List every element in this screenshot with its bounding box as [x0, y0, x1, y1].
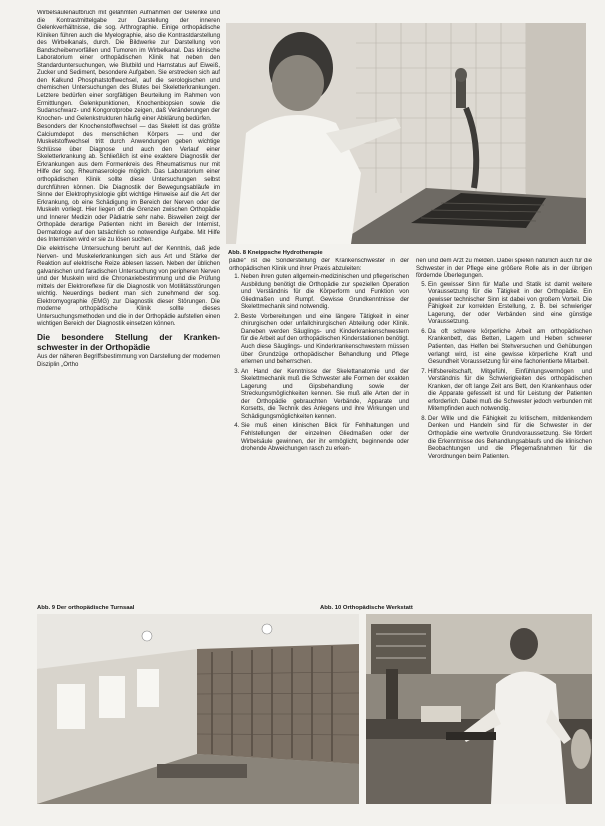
numbered-list-2	[416, 282, 592, 462]
caption-figure-8: Abb. 8 Kneippsche Hydrotherapie	[228, 250, 323, 256]
list-item: 6. Da oft schwere körperliche Arbeit am orthopädischen Krankenbett, das Betten, Lagern und Heben schwerer Patienten, das Helfen bei Stehversuchen und Gehübungen verlangt wird, ist eine gewisse körperliche Kraft und Gesundheit Voraussetzung für eine fachorientierte Mitarbeit.	[428, 329, 592, 367]
photo-hydrotherapy	[226, 23, 586, 244]
paragraph-text: Besonders der Knochenstoffwechsel — das Skelett ist das größte Calciumdepot des menschlichen Körpers — und der Muskelstoffwechsel tritt durch Anwendungen geben wichtige Schlüsse über Diagnose und auch den Verlauf einer Skeletterkrankung ab. Schließlich ist eine exaktere Diagnostik der Erkrankungen aus dem Formenkreis des Rheumatismus nur mit Hilfe der sog. Rheumaserologie möglich. Das Laboratorium einer orthopädischen Klinik sollte diese Untersuchungen selbst durchführen können. Die Diagnostik der Bewegungsabläufe im Sinne der Elektrophysiologie gibt wichtige Hinweise auf die Art der Erkrankung, ob eine Schädigung im Bereich der Nerven oder der Muskeln vorliegt. Hier liegen oft die Grenzen zwischen Orthopädie und Innerer Medizin oder Pädiatrie sehr nahe. Bisweilen zeigt der Orthopäde derartige Patienten nicht im Bereich der Internist, Dermatologe auf den tatsächlich so notwendige Aufgabe. Mit Hilfe des Internisten wird er sie zu lösen suchen.	[37, 124, 220, 244]
paragraph-text: Die elektrische Untersuchung beruht auf der Kenntnis, daß jede Nerven- und Muskelerkrankungen sich aus Art und Stärke der Reaktion auf elektrische Reize ablesen lassen. Neben der üblichen galvanischen und faradischen Untersuchung von peripheren Nerven und der Muskeln wird die Chronaxiebestimmung und die Prüfung mittels der Elektroreflexe für die Diagnostik von Motilitätsstörungen wichtig. Neuerdings bedient man sich zunehmend der sog. Elektromyographie (EMG) zur Diagnostik dieser Störungen. Die moderne orthopädische Klinik sollte dieses Untersuchungsmethoden und die in der Orthopädie aufstellen einen wichtigen Bereich der Diagnostik einsetzen können.	[37, 245, 220, 328]
paragraph-text: nen und dem Arzt zu melden. Dabei spielen natürlich auch für die Schwester in der Pflege eine größere Rolle als in der übrigen fördernde Überlegungen.	[416, 258, 592, 280]
caption-figure-9: Abb. 9 Der orthopädische Turnsaal	[37, 605, 135, 611]
list-item: 1. Neben ihren guten allgemein-medizinischen und pflegerischen Ausbildung benötigt die Orthopädie zur speziellen Operation und Verständnis für die Körperform und Funktion von Gliedmaßen und Rumpf. Gewisse Grundkenntnisse der Skelettmechanik sind notwendig.	[241, 274, 409, 312]
list-item: 3. An Hand der Kenntnisse der Skelettanatomie und der Skelettmechanik muß die Schwester alle Formen der exakten Lagerung und Gipsbehandlung sowie der Streckungsmöglichkeiten kennen. Sie muß alle Arten der in der Orthopädie gebrauchten Verbände, Apparate und Korsetts, die Technik des Anlegens und ihre Wirkungen und Schädigungsmöglichkeiten kennen.	[241, 369, 409, 422]
list-item: 8. Der Wille und die Fähigkeit zu kritischem, mitdenkendem Denken und Handeln sind für die Schwester in der Orthopädie eine wertvolle Grundvoraussetzung. Sie fördert die Erkenntnisse des Behandlungsablaufs und die klinischen Beobachtungen und die Pflegemaßnahmen für die Verordnungen beim Patienten.	[428, 416, 592, 461]
text-column-1	[37, 10, 220, 620]
section-heading: Die besondere Stellung der Kranken-schwester in der Orthopädie	[37, 331, 220, 352]
paragraph-text: pädie“ ist die Sonderstellung der Krankenschwester in der orthopädischen Klinik und ihrer Praxis abzuleiten:	[229, 258, 409, 272]
paragraph-3	[37, 246, 220, 329]
list-item: 4. Sie muß einen klinischen Blick für Fehlhaltungen und Fehlstellungen der einzelnen Gliedmaßen oder der Wirbelsäule gewinnen, der ihr ermöglicht, beginnende oder drohende Abweichungen rasch zu erken-	[241, 423, 409, 453]
photo-workshop	[366, 614, 592, 804]
paragraph-text: Aus der näheren Begriffsbestimmung von Darstellung der modernen Disziplin „Ortho	[37, 353, 220, 368]
list-item: 5. Ein gewisser Sinn für Maße und Statik ist damit weitere Voraussetzung für die Tätigkeit in der Orthopädie. Ein gewisser technischer Sinn ist dabei von großem Vorteil. Die Fähigkeit zur korrekten Erstellung, z. B. bei schwieriger Lagerung, der oder Verbänden sind eine günstige Voraussetzung.	[428, 282, 592, 327]
paragraph-1	[37, 10, 220, 123]
column-2-intro	[229, 258, 409, 273]
paragraph-4	[37, 354, 220, 369]
list-item: 7. Hilfsbereitschaft, Mitgefühl, Einfühlungsvermögen und Verständnis für die Schwierigkeiten des orthopädischen Kranken, der oft lange Zeit ans Bett, den Krankenhaus oder die Apparate gefesselt ist und für Leistung der Patienten erforderlich. Dabei muß die Schwester jedoch verbunden mit Mitempfinden auch notwendig.	[428, 369, 592, 414]
column-3-intro	[416, 258, 592, 281]
caption-figure-10: Abb. 10 Orthopädische Werkstatt	[320, 605, 413, 611]
paragraph-text: Wirbelsäulenaufbruch mit gelähmten Aufnahmen der Gelenke und die Kontrastmittelgabe zur Darstellung der inneren Gelenkverhältnisse, die sog. Arthrographie. Einige orthopädische Kliniken führen auch die Myelographie, also die Kontrastdarstellung des Wirbelkanals, durch. Die Bildwerke zur Darstellung von Bandscheibenvorfällen und Tumoren im Wirbelkanal. Das klinische Laboratorium einer orthopädischen Klinik hat neben den Standarduntersuchungen, wie Blutbild und Harnstatus auf Eiweiß, Zucker und Sediment, besondere Aufgaben. Sie erstrecken sich auf den Kalkund Phosphatstoffwechsel, auf die serologischen und chemischen Untersuchungen des Blutes bei Skeletterkrankungen. Letztere bedürfen einer sorgfältigen Beurteilung im Rahmen von Ermittlungen. Gelenkpunktionen, Knochenbiopsien sowie die Sudanschwarz- und Kongorotprobe zeigen, daß Veränderungen der Knochen- und Gelenkstrukturen häufig einer Abklärung bedürfen.	[37, 10, 220, 122]
list-item: 2. Beste Vorbereitungen und eine längere Tätigkeit in einer chirurgischen oder unfallchirurgischen Abteilung oder Klinik. Daneben werden Säuglings- und Kinderkrankenschwestern für die Arbeit auf den orthopädischen Kinderstationen benötigt. Auch diese Säuglings- und Kinderkrankenschwestern müssen über Grundzüge orthopädischer Behandlung und Pflege erlernen und beherrschen.	[241, 314, 409, 367]
paragraph-2	[37, 124, 220, 245]
text-column-3	[416, 258, 592, 603]
numbered-list-1	[229, 274, 409, 454]
photo-gym-hall	[37, 614, 359, 804]
text-column-2	[229, 258, 409, 603]
